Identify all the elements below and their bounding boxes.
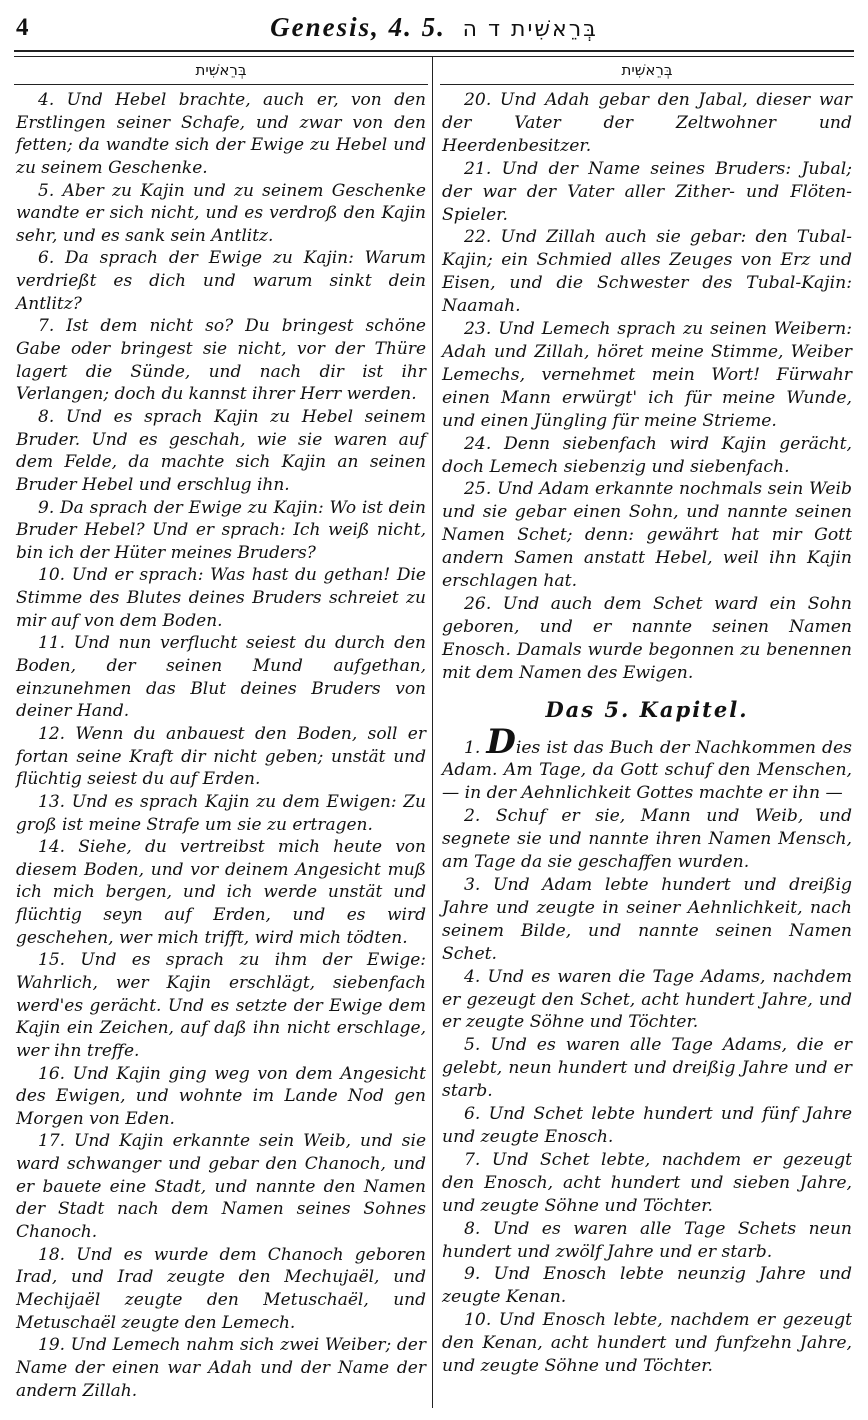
verse: 21. Und der Name seines Bruders: Jubal; der war der Vater aller Zither- und Flöten-Spieler. [442,158,852,225]
verse: 18. Und es wurde dem Chanoch geboren Irad, und Irad zeugte den Mechujaël, und Mechijaël zeugte den Metuschaël, und Metuschaël zeugte den Lemech. [16,1244,426,1333]
verse: 10. Und er sprach: Was hast du gethan! Die Stimme des Blutes deines Bruders schreiet zu mir auf von dem Boden. [16,565,426,631]
verse: 24. Denn siebenfach wird Kajin gerächt, doch Lemech siebenzig und siebenfach. [442,433,852,477]
verse: 6. Da sprach der Ewige zu Kajin: Warum verdrießt es dich und warum sinkt dein Antlitz? [16,248,426,314]
verse: 10. Und Enosch lebte, nachdem er gezeugt den Kenan, acht hundert und funfzehn Jahre, und zeugte Söhne und Töchter. [442,1310,852,1377]
verse: 4. Und es waren die Tage Adams, nachdem er gezeugt den Schet, acht hundert Jahre, und er zeugte Söhne und Töchter. [442,966,852,1033]
left-column [14,56,428,1402]
verse: 6. Und Schet lebte hundert und fünf Jahre und zeugte Enosch. [442,1104,852,1147]
verse: 19. Und Lemech nahm sich zwei Weiber; der Name der einen war Adah und der Name der andern Zillah. [16,1335,426,1401]
page-number: 4 [16,14,29,41]
chapter-heading: Das 5. Kapitel. [545,696,749,722]
verse: 14. Siehe, du vertreibst mich heute von diesem Boden, und vor deinem Angesicht muß ich mich bergen, und ich werde unstät und flüchtig seyn auf Erden, und es wird geschehen, wer mich trifft, wird mich tödten. [16,837,426,948]
verse: 8. Und es sprach Kajin zu Hebel seinem Bruder. Und es geschah, wie sie waren auf dem Felde, da machte sich Kajin an seinen Bruder Hebel und erschlug ihn. [16,406,426,495]
verse: 4. Und Hebel brachte, auch er, von den Erstlingen seiner Schafe, und zwar von den fetten; da wandte sich der Ewige zu Hebel und zu seinem Geschenke. [16,90,426,178]
page-header [14,8,854,48]
verse: 26. Und auch dem Schet ward ein Sohn geboren, und er nannte seinen Namen Enosch. Damals wurde begonnen zu benennen mit dem Namen des Ewigen. [442,593,852,683]
page-title [14,12,854,43]
verse: 9. Da sprach der Ewige zu Kajin: Wo ist dein Bruder Hebel? Und er sprach: Ich weiß nicht, bin ich der Hüter meines Bruders? [16,497,426,563]
verse: 25. Und Adam erkannte nochmals sein Weib und sie gebar einen Sohn, und nannte seinen Namen Schet; denn: gewährt hat mir Gott andern Samen anstatt Hebel, weil ihn Kajin erschlagen hat. [442,479,852,592]
verse: 5. Aber zu Kajin und zu seinem Geschenke wandte er sich nicht, und es verdroß den Kajin sehr, und es sank sein Antlitz. [16,180,426,246]
verse: 16. Und Kajin ging weg von dem Angesicht des Ewigen, und wohnte im Lande Nod gen Morgen von Eden. [16,1063,426,1129]
drop-initial: D [486,721,516,762]
right-verses [440,89,854,1378]
verse: 8. Und es waren alle Tage Schets neun hundert und zwölf Jahre und er starb. [442,1218,852,1262]
verse: 9. Und Enosch lebte neunzig Jahre und zeugte Kenan. [442,1264,852,1308]
verse: 15. Und es sprach zu ihm der Ewige: Wahrlich, wer Kajin erschlägt, siebenfach werd'es gerächt. Und es setzte der Ewige dem Kajin ein Zeichen, auf daß ihn nicht erschlage, wer ihn treffe. [16,950,426,1061]
right-column-head: בְּרֵאשִׁית [440,56,854,85]
verse: 12. Wenn du anbauest den Boden, soll er fortan seine Kraft dir nicht geben; unstät und flüchtig seiest du auf Erden. [16,723,426,790]
left-column-head: בְּרֵאשִׁית [14,56,428,85]
verse: 13. Und es sprach Kajin zu dem Ewigen: Zu groß ist meine Strafe um sie zu ertragen. [16,791,426,835]
verse: 7. Und Schet lebte, nachdem er gezeugt den Enosch, acht hundert und sieben Jahre, und zeugte Söhne und Töchter. [442,1149,852,1216]
verse: 5. Und es waren alle Tage Adams, die er gelebt, neun hundert und dreißig Jahre und er starb. [442,1035,852,1102]
right-column [440,56,854,1378]
left-verses [14,89,428,1402]
verse: 11. Und nun verflucht seiest du durch den Boden, der seinen Mund aufgethan, einzunehmen das Blut deines Bruders von deiner Hand. [16,633,426,722]
verse: 22. Und Zillah auch sie gebar: den Tubal-Kajin; ein Schmied alles Zeuges von Erz und Eisen, und die Schwester des Tubal-Kajin: Naamah. [442,227,852,317]
first-verse-number: 1. [464,737,481,758]
verse: 3. Und Adam lebte hundert und dreißig Jahre und zeugte in seiner Aehnlichkeit, nach seinem Bilde, und nannte seinen Namen Schet. [442,875,852,964]
page-title-hebrew: בְּרֵאשִׁית ד ה [462,17,598,42]
column-divider [432,56,433,1408]
verse: 7. Ist dem nicht so? Du bringest schöne Gabe oder bringest sie nicht, vor der Thüre lagert die Sünde, und nach dir ist ihr Verlangen; doch du kannst ihrer Herr werden. [16,316,426,405]
verse: 20. Und Adah gebar den Jabal, dieser war der Vater der Zeltwohner und Heerdenbesitzer. [442,90,852,156]
first-verse-text: ies ist das Buch der Nachkommen des Adam. Am Tage, da Gott schuf den Menschen, — in der Aehnlichkeit Gottes machte er ihn — [442,737,852,804]
verse: 2. Schuf er sie, Mann und Weib, und segnete sie und nannte ihren Namen Mensch, am Tage da sie geschaffen wurden. [442,806,852,873]
page-title-latin: Genesis, 4. 5. [270,12,446,42]
verse: 23. Und Lemech sprach zu seinen Weibern: Adah und Zillah, höret meine Stimme, Weiber Lemechs, vernehmet mein Wort! Fürwahr einen Mann erwürgt' ich für meine Wunde, und einen Jüngling für meine Strieme. [442,319,852,431]
verse: 17. Und Kajin erkannte sein Weib, und sie ward schwanger und gebar den Chanoch, und er bauete eine Stadt, und nannte den Namen der Stadt nach dem Namen seines Sohnes Chanoch. [16,1131,426,1243]
chapter-first-verse [442,721,852,806]
